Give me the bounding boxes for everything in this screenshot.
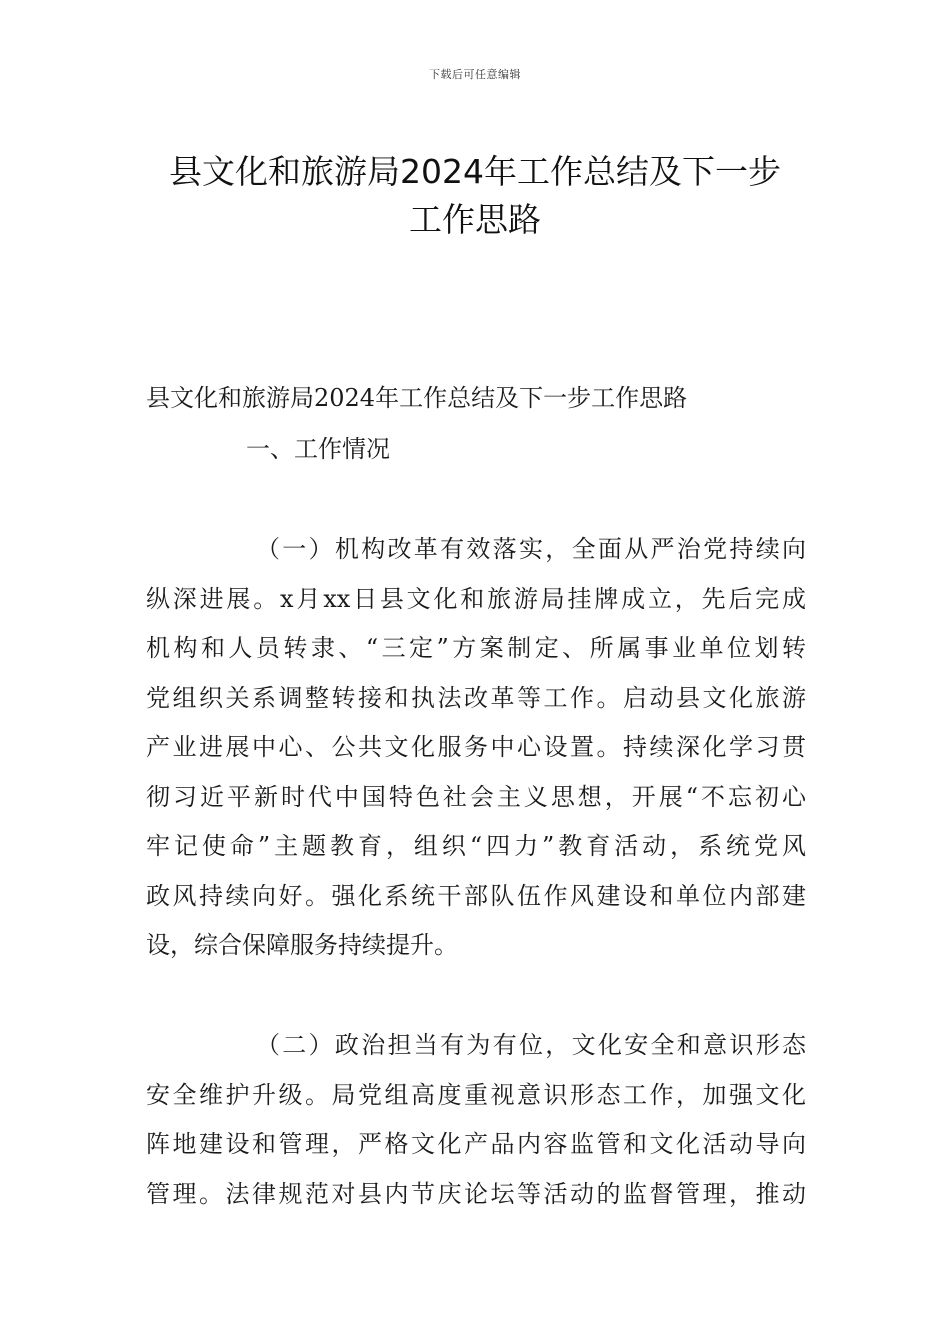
title-line-2: 工作思路: [409, 200, 541, 240]
paragraph-line: （一）机构改革有效落实，全面从严治党持续向: [256, 535, 806, 563]
paragraph-1: [146, 525, 806, 971]
paragraph-line: 彻习近平新时代中国特色社会主义思想，开展“不忘初心: [146, 782, 806, 811]
section-heading: 一、工作情况: [246, 435, 390, 463]
paragraph-line: 管理。法律规范对县内节庆论坛等活动的监督管理，推动: [146, 1179, 806, 1208]
paragraph-line: 阵地建设和管理，严格文化产品内容监管和文化活动导向: [146, 1130, 806, 1158]
paragraph-line: （二）政治担当有为有位，文化安全和意识形态: [256, 1031, 806, 1059]
paragraph-line: 党组织关系调整转接和执法改革等工作。启动县文化旅游: [146, 683, 806, 712]
paragraph-2: [146, 1021, 806, 1219]
paragraph-line: 纵深进展。x月xx日县文化和旅游局挂牌成立，先后完成: [146, 584, 806, 613]
paragraph-line: 政风持续向好。强化系统干部队伍作风建设和单位内部建: [146, 881, 806, 910]
title-line-1: 县文化和旅游局2024年工作总结及下一步: [169, 152, 781, 192]
paragraph-line: 机构和人员转隶、“三定”方案制定、所属事业单位划转: [146, 634, 806, 662]
paragraph-line: 安全维护升级。局党组高度重视意识形态工作，加强文化: [146, 1080, 806, 1109]
paragraph-line: 牢记使命”主题教育，组织“四力”教育活动，系统党风: [146, 832, 806, 860]
paragraph-line: 产业进展中心、公共文化服务中心设置。持续深化学习贯: [146, 733, 806, 761]
paragraph-line: 设，综合保障服务持续提升。: [146, 931, 458, 959]
document-subtitle: 县文化和旅游局2024年工作总结及下一步工作思路: [146, 384, 688, 412]
header-note: 下载后可任意编辑: [429, 68, 521, 81]
document-title: [110, 148, 840, 244]
